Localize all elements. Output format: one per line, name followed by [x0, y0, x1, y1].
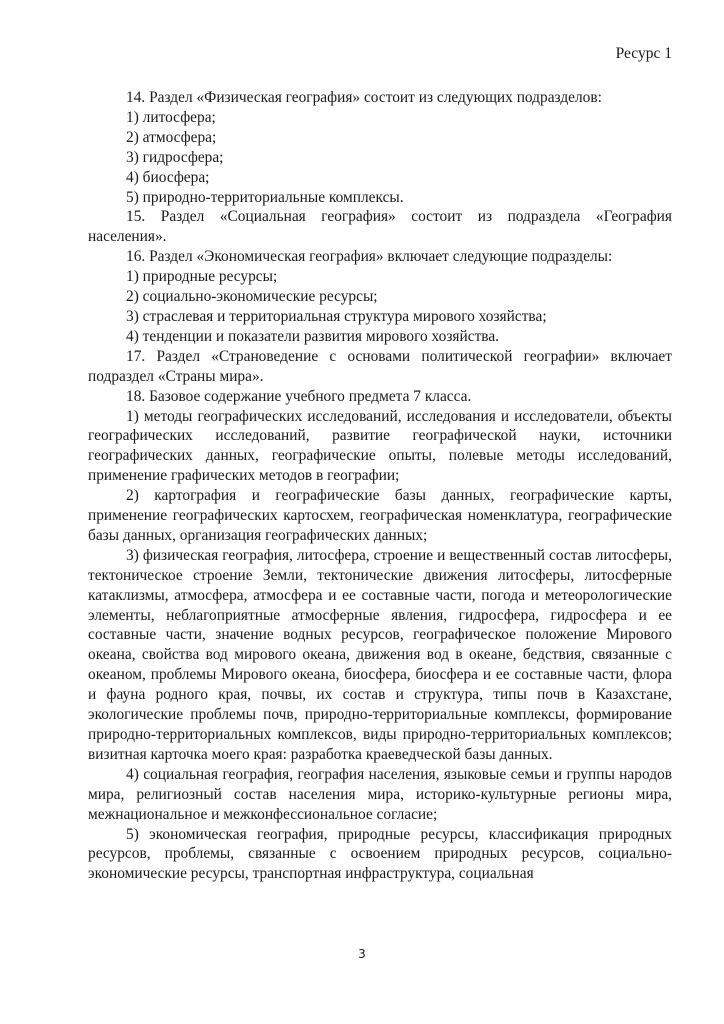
list-item-biosphere: 4) биосфера;	[126, 168, 210, 186]
paragraph-section-16: 16. Раздел «Экономическая география» включает следующие подразделы:	[126, 248, 613, 266]
document-body	[88, 88, 672, 884]
list-item-economy-trends: 4) тенденции и показатели развития мирового хозяйства.	[126, 327, 500, 345]
list-item-socioeconomic-resources: 2) социально-экономические ресурсы;	[126, 288, 378, 306]
page-number: 3	[358, 947, 366, 961]
list-item-economy-structure: 3) страслевая и территориальная структура мирового хозяйства;	[126, 307, 547, 325]
content-item-methods: 1) методы географических исследований, исследования и исследователи, объекты географических исследований, развитие географической науки, источники географических данных, географические опыты, полевые методы исследований, применение графических методов в географии;	[88, 407, 672, 485]
list-item-lithosphere: 1) литосфера;	[126, 108, 216, 126]
paragraph-section-14: 14. Раздел «Физическая география» состоит из следующих подразделов:	[126, 89, 602, 106]
content-item-cartography: 2) картография и географические базы данных, географические карты, применение географических картосхем, географическая номенклатура, географические базы данных, организация географических данных;	[88, 487, 672, 544]
list-item-natural-complexes: 5) природно-территориальные комплексы.	[126, 188, 404, 206]
paragraph-section-18: 18. Базовое содержание учебного предмета 7 класса.	[126, 387, 472, 405]
list-item-atmosphere: 2) атмосфера;	[126, 128, 217, 146]
resource-label: Ресурс 1	[615, 45, 672, 62]
content-item-economic-geography: 5) экономическая география, природные ресурсы, классификация природных ресурсов, проблемы, связанные с освоением природных ресурсов, социально-экономические ресурсы, транспортная инфраструктура, социальная	[88, 825, 672, 883]
content-item-social-geography: 4) социальная география, география населения, языковые семьи и группы народов мира, религиозный состав населения мира, историко-культурные регионы мира, межнациональное и межконфессиональное согласие;	[88, 765, 672, 823]
paragraph-section-15: 15. Раздел «Социальная география» состоит из подраздела «География населения».	[88, 208, 672, 246]
list-item-hydrosphere: 3) гидросфера;	[126, 148, 224, 166]
paragraph-section-17: 17. Раздел «Страноведение с основами политической географии» включает подраздел «Страны мира».	[88, 347, 672, 385]
list-item-natural-resources: 1) природные ресурсы;	[126, 268, 278, 286]
content-item-physical-geography: 3) физическая география, литосфера, строение и вещественный состав литосферы, тектоническое строение Земли, тектонические движения литосферы, литосферные катаклизмы, атмосфера, атмосфера и ее составные части, погода и метеорологические элементы, неблагоприятные атмосферные явления, гидросфера, гидросфера и ее составные части, значение водных ресурсов, географическое положение Мирового океана, свойства вод мирового океана, движения вод в океане, бедствия, связанные с океаном, проблемы Мирового океана, биосфера, биосфера и ее составные части, флора и фауна родного края, почвы, их состав и структура, типы почв в Казахстане, экологические проблемы почв, природно-территориальные комплексы, формирование природно-территориальных комплексов, виды природно-территориальных комплексов; визитная карточка моего края: разработка краеведческой базы данных.	[88, 546, 672, 763]
